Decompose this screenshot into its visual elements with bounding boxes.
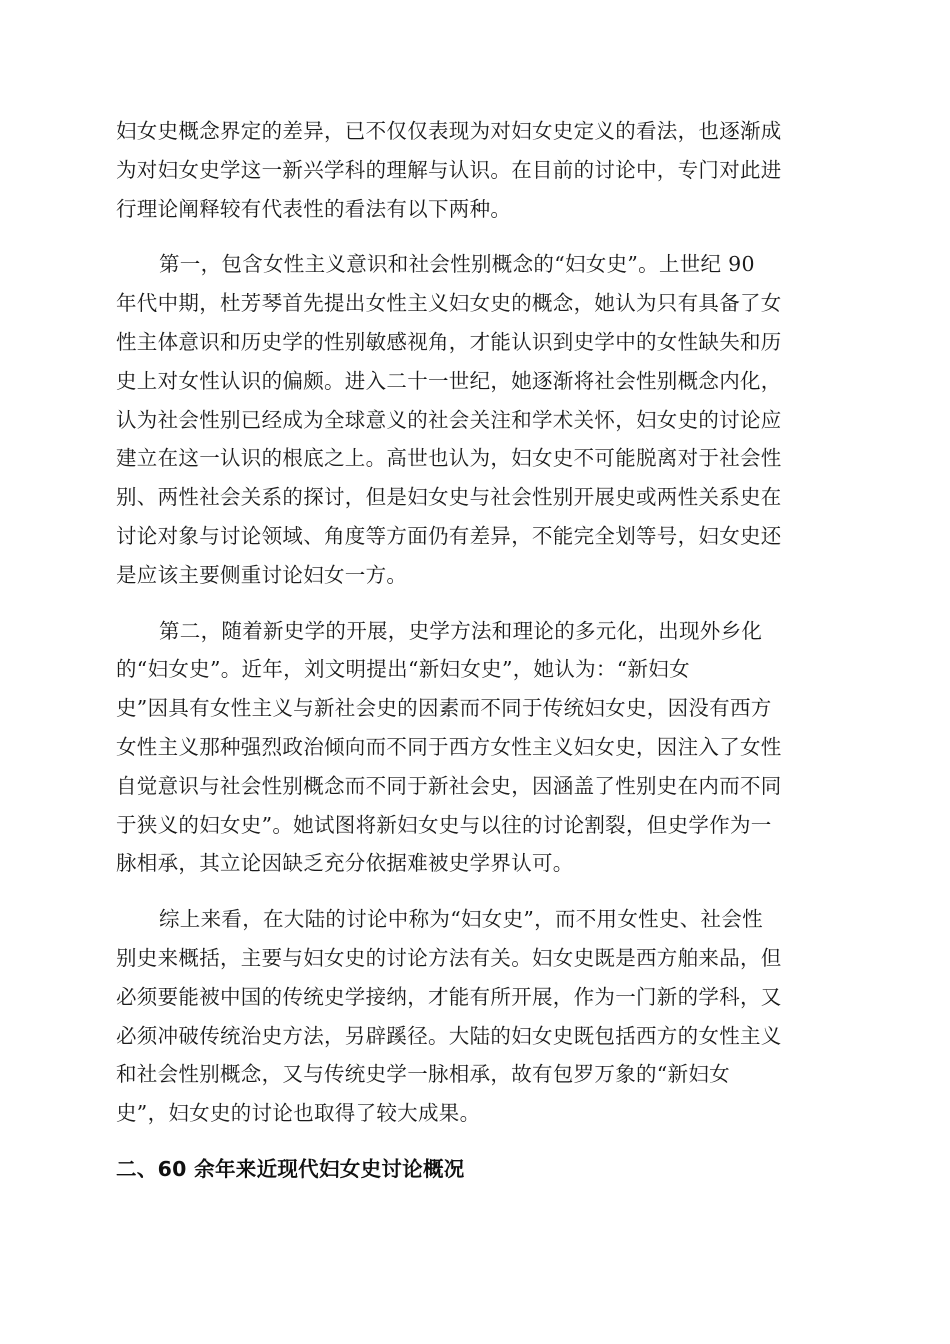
text-line: 年代中期，杜芳琴首先提出女性主义妇女史的概念，她认为只有具备了女	[116, 291, 782, 316]
text-line: 必须要能被中国的传统史学接纳，才能有所开展，作为一门新的学科，又	[116, 984, 782, 1009]
text-line: 脉相承，其立论因缺乏充分依据难被史学界认可。	[116, 851, 574, 876]
text-line: 讨论对象与讨论领域、角度等方面仍有差异，不能完全划等号，妇女史还	[116, 523, 782, 548]
text-line: 是应该主要侧重讨论妇女一方。	[116, 562, 408, 587]
paragraph-intro	[116, 112, 832, 228]
paragraph-first-view	[116, 245, 832, 594]
paragraph-summary	[116, 900, 832, 1133]
text-line: 于狭义的妇女史”。她试图将新妇女史与以往的讨论割裂，但史学作为一	[116, 812, 772, 837]
paragraph-second-view	[116, 612, 832, 884]
text-line: 必须冲破传统治史方法，另辟蹊径。大陆的妇女史既包括西方的女性主义	[116, 1023, 782, 1048]
text-line: 综上来看，在大陆的讨论中称为“妇女史”，而不用女性史、社会性	[159, 907, 763, 932]
text-line: 第二，随着新史学的开展，史学方法和理论的多元化，出现外乡化	[159, 618, 763, 643]
text-line: 第一，包含女性主义意识和社会性别概念的“妇女史”。上世纪 90	[159, 252, 755, 277]
text-line: 史上对女性认识的偏颇。进入二十一世纪，她逐渐将社会性别概念内化，	[116, 368, 782, 393]
text-line: 妇女史概念界定的差异，已不仅仅表现为对妇女史定义的看法，也逐渐成	[116, 119, 782, 143]
text-line: 建立在这一认识的根底之上。高世也认为，妇女史不可能脱离对于社会性	[116, 446, 782, 471]
text-line: 自觉意识与社会性别概念而不同于新社会史，因涵盖了性别史在内而不同	[116, 773, 782, 798]
text-line: 为对妇女史学这一新兴学科的理解与认识。在目前的讨论中，专门对此进	[116, 157, 782, 182]
text-line: 认为社会性别已经成为全球意义的社会关注和学术关怀，妇女史的讨论应	[116, 407, 782, 432]
text-line: 性主体意识和历史学的性别敏感视角，才能认识到史学中的女性缺失和历	[116, 329, 782, 354]
text-line: 女性主义那种强烈政治倾向而不同于西方女性主义妇女史，因注入了女性	[116, 734, 782, 759]
text-line: 的“妇女史”。近年，刘文明提出“新妇女史”，她认为：“新妇女	[116, 657, 690, 682]
text-line: 别、两性社会关系的探讨，但是妇女史与社会性别开展史或两性关系史在	[116, 485, 782, 510]
section-heading: 二、60 余年来近现代妇女史讨论概况	[116, 1156, 465, 1181]
text-line: 别史来概括，主要与妇女史的讨论方法有关。妇女史既是西方舶来品，但	[116, 945, 782, 970]
text-line: 行理论阐释较有代表性的看法有以下两种。	[116, 196, 512, 221]
text-line: 史”，妇女史的讨论也取得了较大成果。	[116, 1101, 481, 1126]
text-line: 史”因具有女性主义与新社会史的因素而不同于传统妇女史，因没有西方	[116, 696, 772, 721]
document-page	[116, 112, 832, 1189]
text-line: 和社会性别概念，又与传统史学一脉相承，故有包罗万象的“新妇女	[116, 1062, 730, 1087]
